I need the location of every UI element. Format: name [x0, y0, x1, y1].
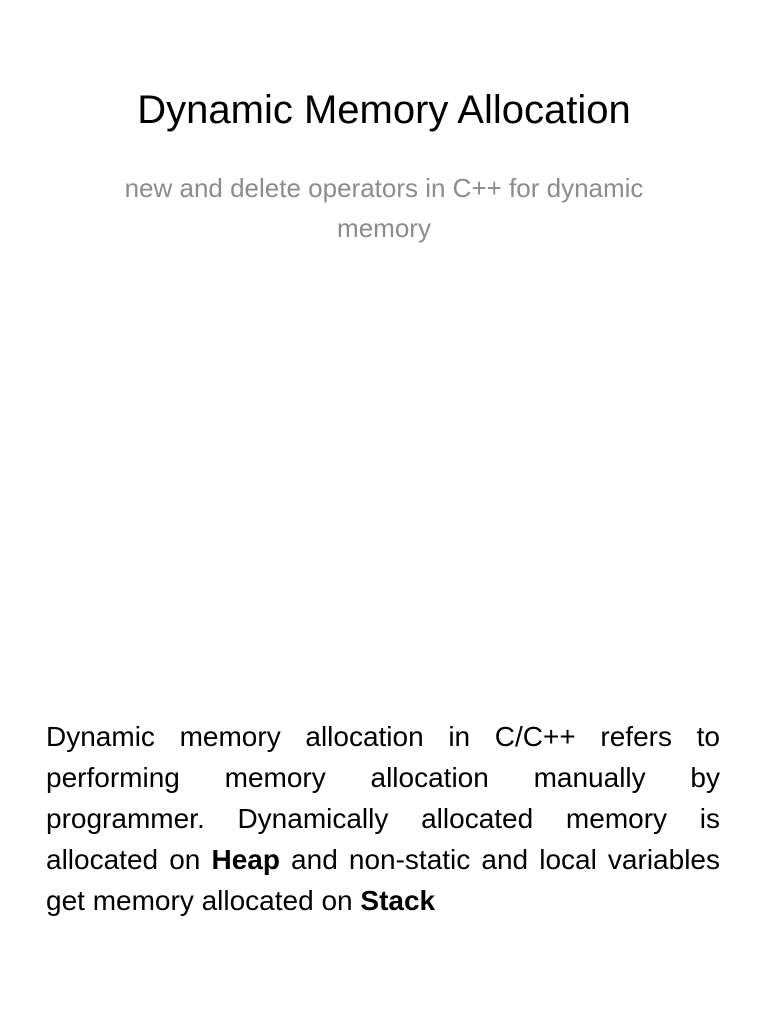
slide-subtitle: new and delete operators in C++ for dynamic memory [124, 173, 644, 243]
body-text-part-1: Dynamic memory allocation in C/C++ refers to performing memory allocation manually by programmer. Dynamically allocated memory is allocated on [46, 721, 720, 875]
slide-title: Dynamic Memory Allocation [137, 88, 631, 132]
body-bold-stack: Stack [360, 885, 436, 916]
body-bold-heap: Heap [211, 844, 280, 875]
slide-body-paragraph [46, 716, 720, 921]
body-text-part-2: and non-static and local variables get memory allocated on [46, 844, 720, 916]
